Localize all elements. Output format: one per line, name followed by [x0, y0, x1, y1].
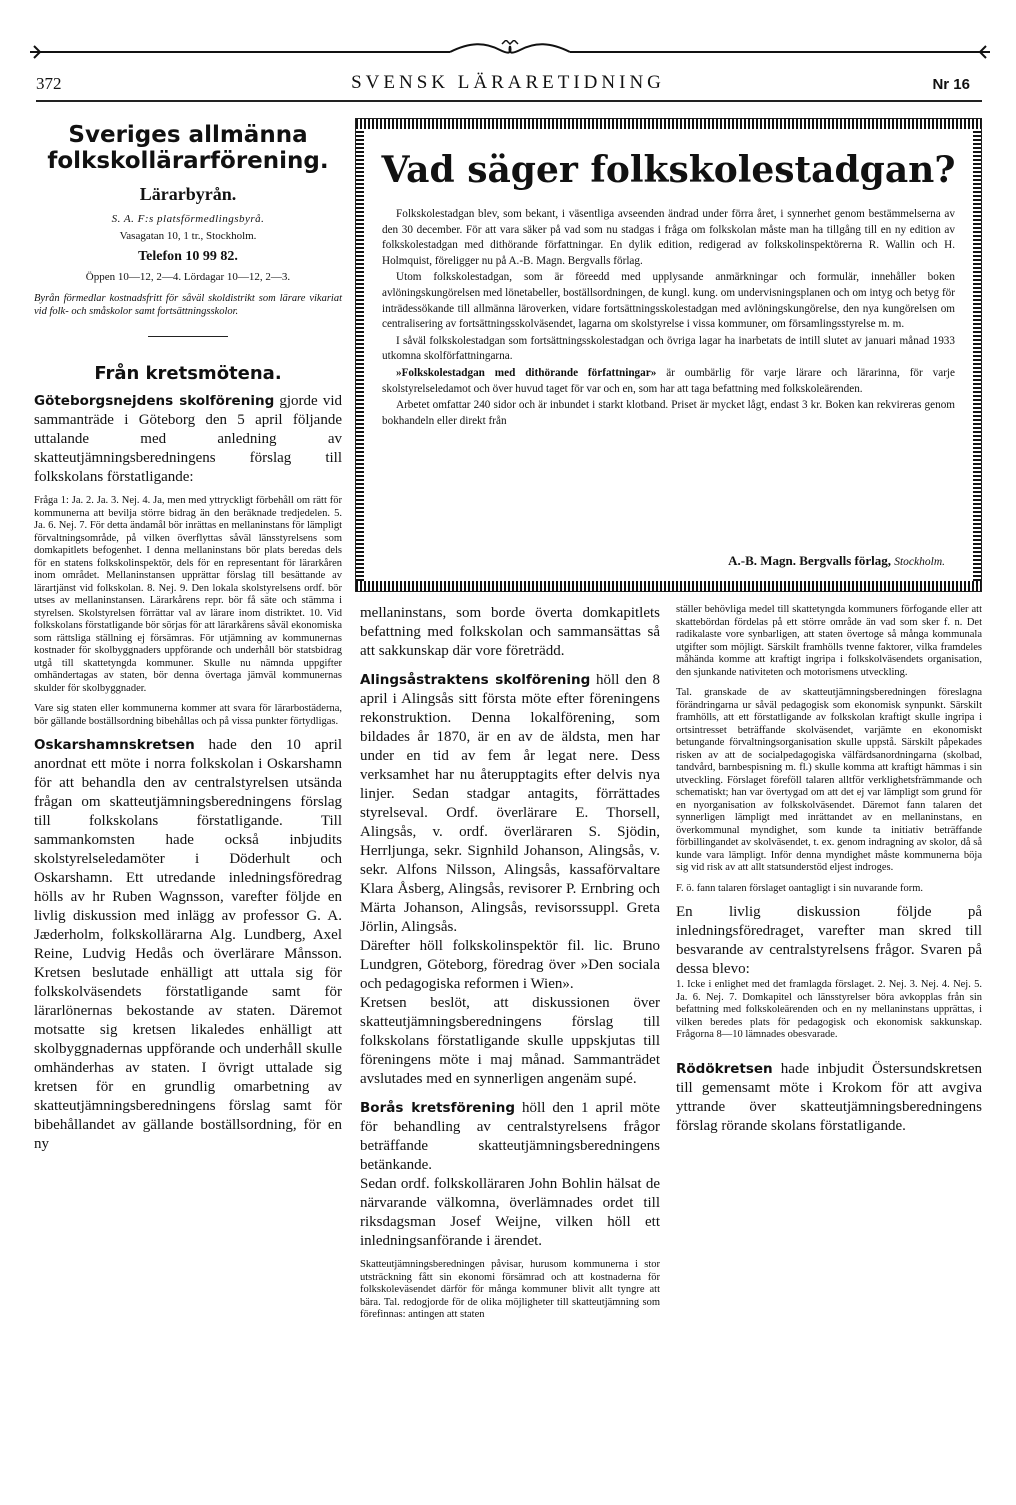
speech-continued: ställer behövliga medel till skattetyngda kommuners förfogande eller att skattebördan fördelas på ett större område än vad som sker f. n. Det radikalaste vore synbarligen, att staten övertoge så många kommunala utgifter som möjligt. Särskilt framhölls tvenne faktorer, vilka framdeles måhända komme att kraftigt ingripa i folkskolväsendets organisation, den sjunkande nativiteten och motorismens utveckling. — [676, 604, 982, 678]
goteborg-answers: Fråga 1: Ja. 2. Ja. 3. Nej. 4. Ja, men med yttryckligt förbehåll om rätt för kommunerna att bevilja större bidrag än den beräknade tredjedelen. 5. Ja. 6. Nej. 7. För detta ändamål bör inrättas en mellaninstans för lämpligt förvaltningsområde, på vilken överflyttas såväl länsstyrelsens som domkapitlets befogenhet. I denna mellaninstans bör plats beredas dels för en statens folkskolinspektör, dels för en representant för lärarkåren inom området. Mellaninstansen upprättar förslag till besättande av lärartjänst vid folkskolan. 8. Nej. 9. Den lokala skolstyrelsens ordf. bör utses av mellaninstansen. Lärarkårens repr. bör få säte och stämma i styrelsen. Skolstyrelsen förrättar val av lärare inom distriktet. 10. Vid folkskolans förstatligande bör sörjas för att lärarkårens såväl ekonomiska som rättsliga ställning ej försämras. För utjämning av kommunernas kostnader för skolbyggnaders uppförande och underhåll bör statsbidrag utgå till skattetyngda kommuner. Skulle nu nämnda uppgifter omhändertagas av staten, bör denna övertaga jämväl kommunernas skulder för skolbyggnader. — [34, 495, 342, 694]
page-number: 372 — [36, 74, 62, 93]
org-title: Sveriges allmänna folkskollärarförening. — [47, 122, 329, 174]
right-column — [676, 604, 982, 1136]
bureau-abbrev: S. A. F:s platsförmedlingsbyrå. — [111, 213, 265, 225]
ad-border-right — [973, 129, 981, 581]
rodo-paragraph: Rödökretsen hade inbjudit Östersundskretsen till gemensamt möte i Krokom för att avgiva yttrande över skatteutjämningsberedningens förslag rörande skolans förstatligande. — [676, 1060, 982, 1134]
bureau-address: Vasagatan 10, 1 tr., Stockholm. — [119, 230, 257, 242]
ad-paragraph: Utom folkskolestadgan, som är föreedd med upplysande anmärkningar och formulär, innehåller boken avlöningskungörelsen med lönetabeller, boställsordningen, de kungl. kung. om undervisningsplanen och om intyg och betyg för inträdessökande till allmänna läroverken, vidare fortsättningsskolestadgan med avlöningskungörelse, den nya kungörelsen om centralisering av fortsättningsskolväsendet, lagarna om skolstyrelse i vissa kommuner, om församlingsstyrelse m. m. — [382, 271, 955, 331]
book-advertisement — [355, 118, 982, 592]
ad-publisher: A.-B. Magn. Bergvalls förlag, Stockholm. — [728, 553, 945, 568]
issue-number: Nr 16 — [932, 76, 970, 93]
continued-paragraph: mellaninstans, som borde överta domkapitlets befattning med folkskolan och sammansättas så att sakkunskap där vore företrädd. — [360, 605, 660, 659]
ad-border-left — [356, 129, 364, 581]
goteborg-answers-2: Vare sig staten eller kommunerna kommer att svara för lärarbostäderna, bör gällande boställsordning bibehållas och på vissa punkter förtydligas. — [34, 703, 342, 727]
speech-conclusion: F. ö. fann talaren förslaget oantagligt i sin nuvarande form. — [676, 882, 924, 894]
ad-border-top — [356, 119, 981, 129]
bureau-phone: Telefon 10 99 82. — [138, 249, 238, 264]
boras-answers: 1. Icke i enlighet med det framlagda förslaget. 2. Nej. 3. Nej. 4. Nej. 5. Ja. 6. Nej. 7. Domkapitel och länsstyrelser böra avkopplas från sin befattning med folkskoleärenden och en ny mellaninstans upprättas, i vilken beredes plats för pedagogisk och ekonomisk sakkunskap. Frågorna 8—10 lämnades obesvarade. — [676, 979, 982, 1040]
bureau-note: Byrån förmedlar kostnadsfritt för såväl skoldistrikt som lärare vikariat vid folk- och småskolor samt fortsättningsskolor. — [34, 293, 342, 317]
ad-paragraph: Folkskolestadgan blev, som bekant, i väsentliga avseenden ändrad under förra året, i synnerhet genom bestämmelserna av den 30 december. För att vara säker på vad som nu stadgas i fråga om folkskolan måste man ha tillgång till en ny edition av folkskolestadgan med dithörande författningar. En dylik edition, redigerad av folkskolinspektörerna R. Wallin och H. Holmquist, föreligger nu på A.-B. Magn. Bergvalls förlag. — [382, 208, 955, 267]
ad-paragraph: »Folkskolestadgan med dithörande författningar» är oumbärlig för varje lärare och lärarinna, för varje skolstyrelseledamot och över huvud taget för var och en, som har att taga befattning med folkskoleärenden. — [382, 366, 955, 395]
alingsas-paragraph-2: Därefter höll folkskolinspektör fil. lic. Bruno Lundgren, Göteborg, föredrag över »Den sociala och pedagogiska reformen i Wien». — [360, 938, 660, 992]
discussion-paragraph: En livlig diskussion följde på inledningsföredraget, varefter man skred till besvarande av centralstyrelsens frågor. Svaren på dessa blevo: — [676, 904, 982, 977]
section-title: Från kretsmötena. — [94, 363, 282, 384]
divider — [148, 336, 228, 337]
bureau-title: Lärarbyrån. — [139, 184, 237, 204]
journal-title: SVENSK LÄRARETIDNING — [351, 72, 665, 93]
boras-speech: Skatteutjämningsberedningen påvisar, hurusom kommunerna i stor utsträckning fått sin ekonomi försämrad och att kostnaderna för folkskoleväsendet därför för många kommuner blivit allt tyngre att bära. Tal. redogjorde för de olika möjligheter till skatteutjämning som förefinnas: antingen att staten — [360, 1259, 660, 1320]
ad-title: Vad säger folkskolestadgan? — [381, 149, 956, 191]
ad-border-bottom — [356, 581, 981, 591]
goteborg-paragraph: Göteborgsnejdens skolförening gjorde vid sammanträde i Göteborg den 5 april följande uttalande med anledning av skatteutjämningsberedningens förslag till folkskolans förstatligande: — [34, 393, 342, 485]
bureau-hours: Öppen 10—12, 2—4. Lördagar 10—12, 2—3. — [85, 271, 291, 283]
ad-paragraph: Arbetet omfattar 240 sidor och är inbundet i starkt klotband. Priset är mycket lågt, endast 3 kr. Boken kan rekvireras genom bokhandeln eller direkt från — [382, 399, 955, 427]
oskarshamn-paragraph: Oskarshamnskretsen hade den 10 april anordnat ett möte i norra folkskolan i Oskarshamn för att behandla den av centralstyrelsen utsända frågan om skatteutjämningsberedningens förslag till folkskolans förstatligande. Till sammankomsten hade också inbjudits skolstyrelseledamöter i Döderhult och Oskarshamn. Ett utredande inledningsföredrag hölls av hr Ruben Wagnsson, varefter följde en livlig diskussion med inlägg av professor G. A. Jæderholm, folkskollärarna Alg. Lundberg, Axel Reine, Ludvig Hedås och överlärare Månsson. Kretsen beslutade enhälligt att uttala sig för folkskolväsendets förstatligande samt för lärarlönernas bekostande av staten. Däremot motsatte sig kretsen likaledes enhälligt att skolbyggnadernas uppförande och underhåll skulle omhänderhas av staten. I övrigt uttalade sig kretsen för en grundlig omarbetning av skatteutjämningsberedningens förslag samt för bibehållandet av gällande boställsordning, för en ny — [34, 737, 342, 1152]
header-rule — [36, 100, 982, 102]
speech-review: Tal. granskade de av skatteutjämningsberedningen föreslagna förändringarna ur såväl pedagogisk som ekonomisk synpunkt. Särskilt framhölls, att ett förstatligande av folkskolan kraftigt skulle ingripa i ortsintresset beträffande skolväsendet, varjämte en ekonomiskt betungande förvaltningsorganisation skulle uppstå. Särskilt påpekades risken av att de socialpedagogiska välfärdsanordningarna (skolbad, tandvård, barnbespisning m. fl.) skulle komma att kraftigt hämmas i sin utveckling. Förslaget föreföll talaren alltför verklighetsfrämmande och schematiskt; han var övertygad om att det ej var lämpligt som grund för en nyorganisation av folkskolväsendet. Däremot fann talaren det synnerligen lämpligt med inrättandet av en mellaninstans, en överkommunal myndighet, som kunde ta initiativ beträffande förbillingandet av skolväsendet, t. ex. genom indragning av skolor, då så kunde vara lämpligt. Inför denna myndighet måste kommunerna böja sig vid risk av att allt statsunderstöd eljest indroges. — [676, 687, 982, 873]
alingsas-paragraph-3: Kretsen beslöt, att diskussionen över skatteutjämningsberedningens förslag till folkskolans förstatligande skulle uppskjutas till föreningens möte i maj månad. Sammanträdet avslutades med en synnerligen angenäm supé. — [360, 995, 660, 1087]
boras-paragraph: Borås kretsförening höll den 1 april möte för behandling av centralstyrelsens frågor beträffande skatteutjämningsberedningens betänkande. — [360, 1100, 660, 1173]
header-ornament — [30, 40, 990, 64]
ad-body — [382, 207, 955, 430]
left-column — [34, 118, 342, 1154]
middle-column — [360, 604, 660, 1330]
ad-paragraph: I såväl folkskolestadgan som fortsättningsskolestadgan och övriga lagar ha inarbetats de intill slutet av januari månad 1933 utkomna skolförfattningarna. — [382, 334, 955, 363]
boras-paragraph-2: Sedan ordf. folkskolläraren John Bohlin hälsat de närvarande välkomna, överlämnades ordet till riksdagsman Josef Weijne, vilken höll ett inledningsanförande i ärendet. — [360, 1176, 660, 1249]
alingsas-paragraph: Alingsåstraktens skolförening höll den 8 april i Alingsås sitt första möte efter föreningens rekonstruktion. Denna lokalförening, som bildades år 1870, är en av de äldsta, men har under en tid av fem år legat nere. Dess verksamhet har nu återupptagits efter delvis nya linjer. Sedan stadgar antagits, förrättades styrelseval. Ordf. överlärare E. Thorsell, Alingsås, v. ordf. överläraren S. Sjödin, Herrljunga, sekr. Signhild Johanson, Alingsås, v. sekr. Alfons Nilsson, Alingsås, kassaförvaltare Klara Åsberg, Alingsås, revisorer P. Ernbring och Märta Johanson, Alingsås, revisorssuppl. Greta Jörlin, Alingsås. — [360, 672, 661, 935]
